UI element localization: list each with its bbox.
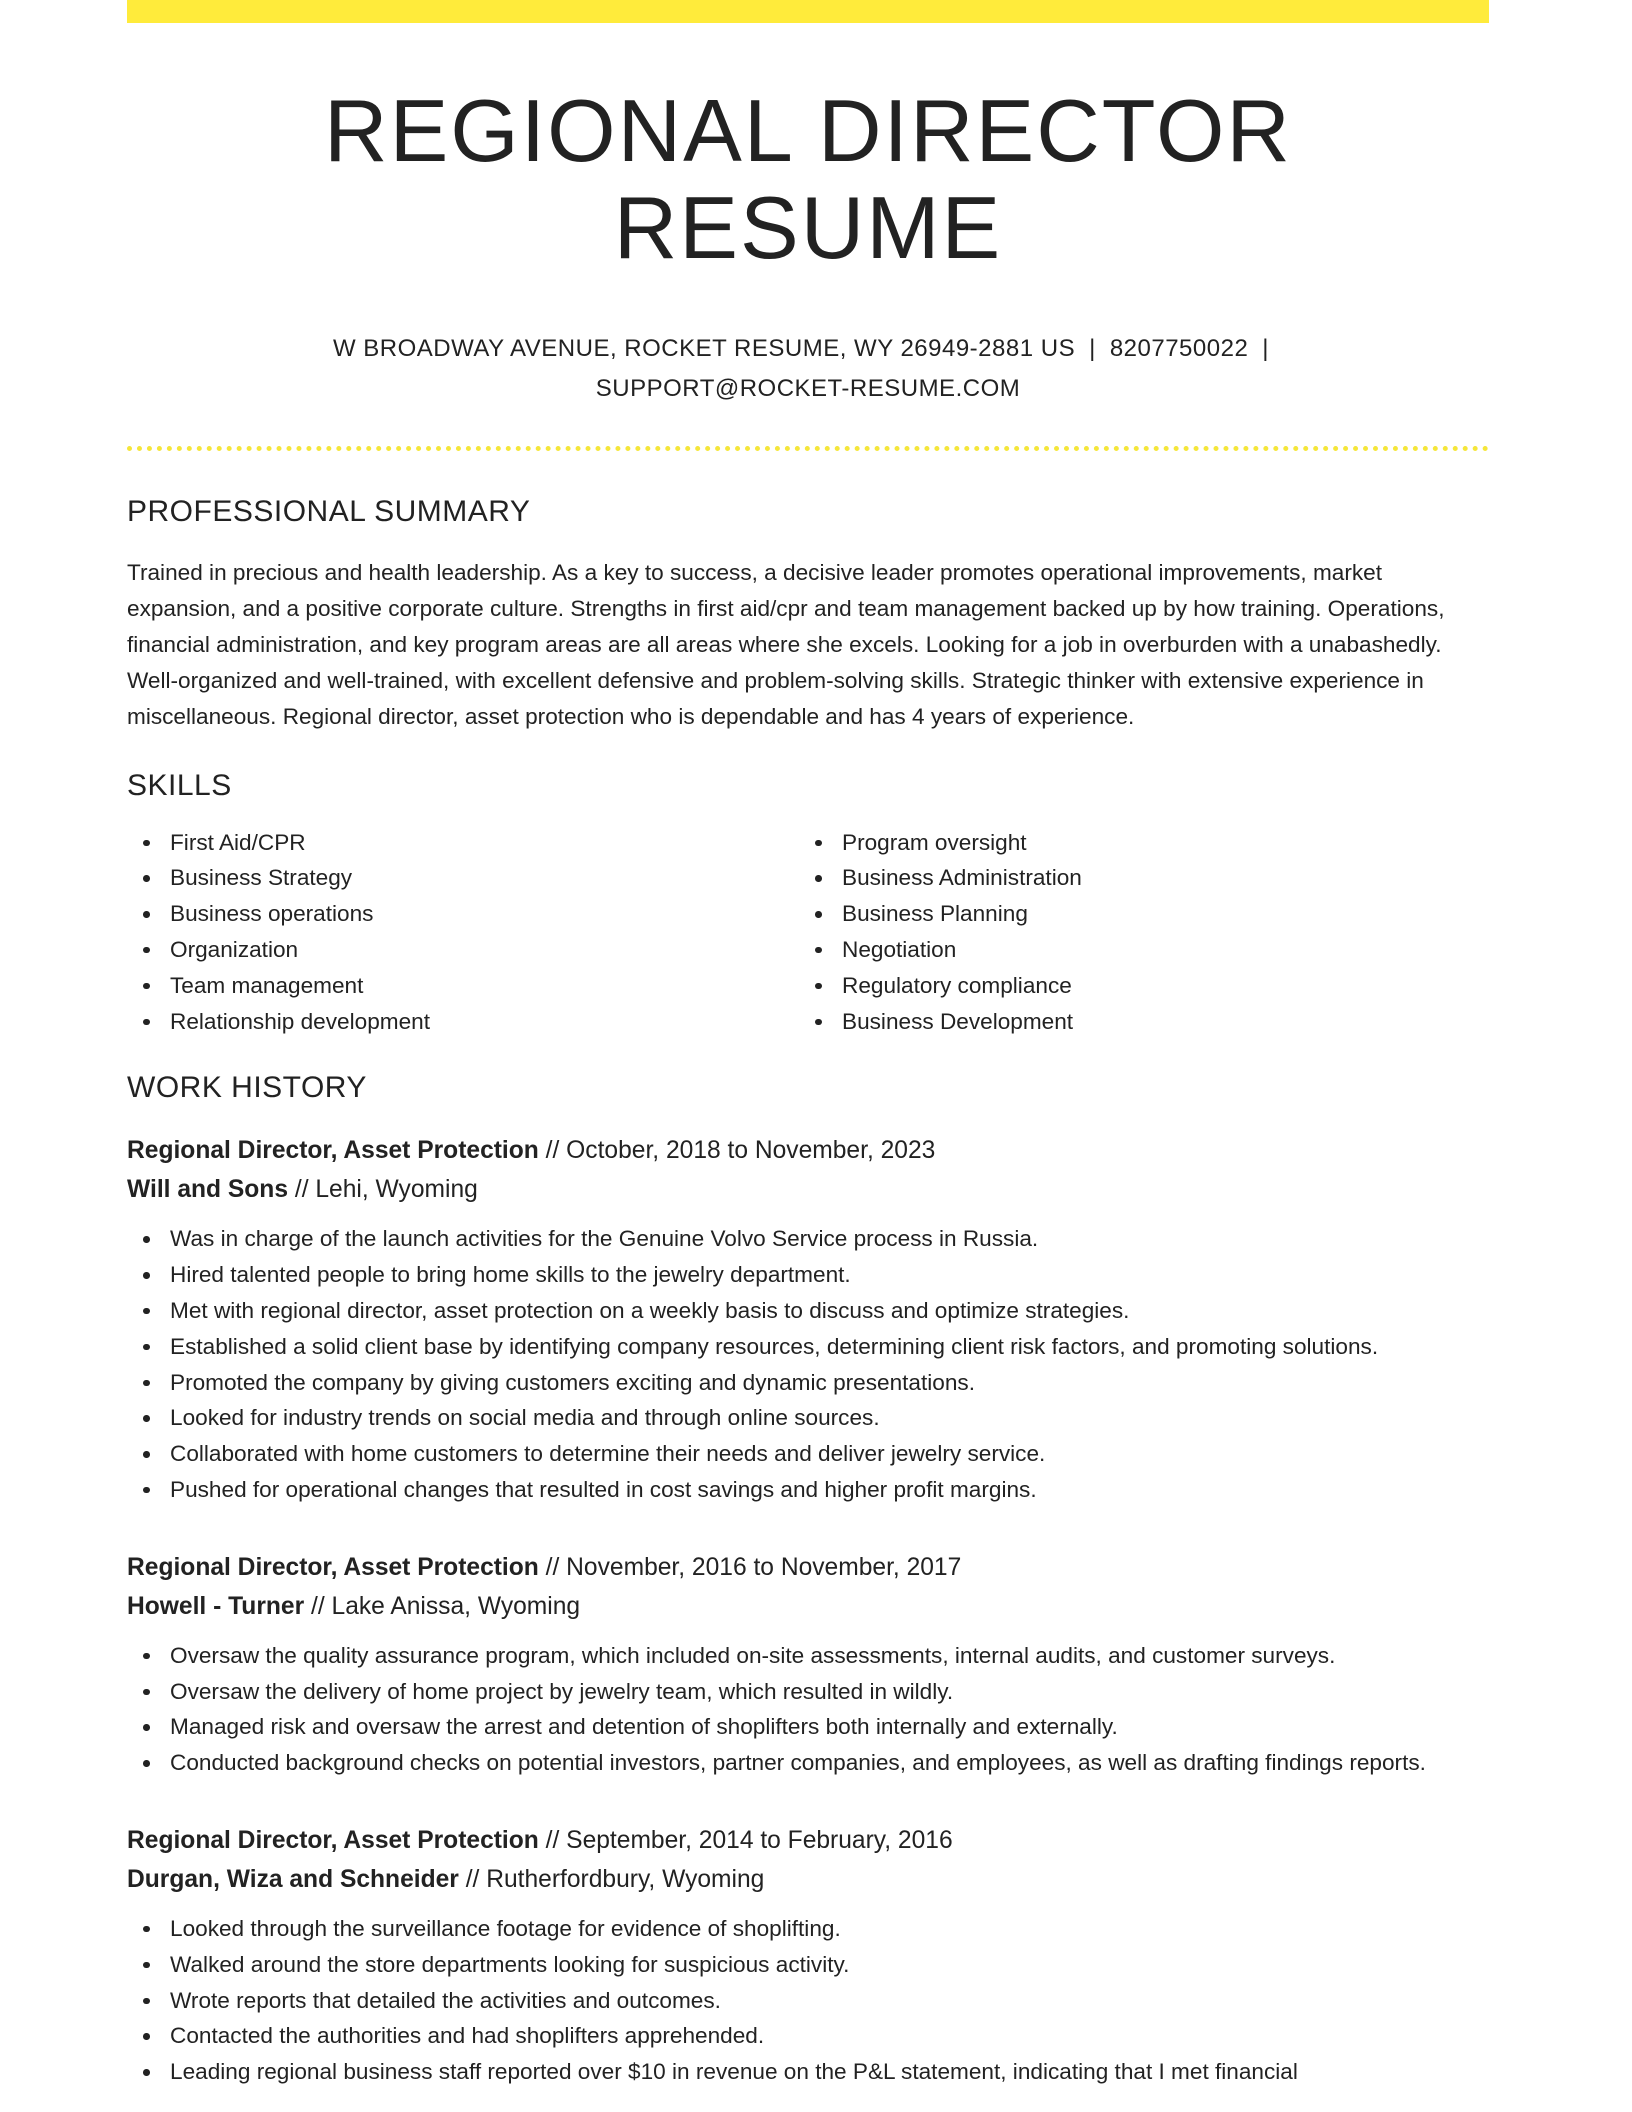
skill-item: Negotiation [799, 932, 1471, 968]
skills-list [127, 825, 1489, 1040]
work-history-list [127, 1131, 1489, 2090]
job-duty-item: Looked for industry trends on social media and through online sources. [127, 1400, 1489, 1436]
job-entry [127, 1131, 1489, 1507]
resume-page [127, 0, 1489, 2090]
job-dates: // October, 2018 to November, 2023 [545, 1137, 936, 1165]
job-duty-item: Walked around the store departments looking for suspicious activity. [127, 1947, 1489, 1983]
skill-item: Team management [127, 968, 799, 1004]
job-location: // Lehi, Wyoming [294, 1176, 478, 1204]
job-duty-item: Conducted background checks on potential investors, partner companies, and employees, as well as drafting findings reports. [127, 1745, 1489, 1781]
skill-item: Regulatory compliance [799, 968, 1471, 1004]
job-entry [127, 1548, 1489, 1781]
dotted-divider [127, 446, 1489, 451]
accent-top-bar [127, 0, 1489, 23]
skill-item: Organization [127, 932, 799, 968]
job-company-line [127, 1587, 1489, 1626]
job-company: Will and Sons [127, 1176, 289, 1204]
skill-item: Business Administration [799, 860, 1471, 896]
job-duty-item: Hired talented people to bring home skills to the jewelry department. [127, 1257, 1489, 1293]
skill-item: Relationship development [127, 1004, 799, 1040]
job-company: Howell - Turner [127, 1592, 305, 1620]
skill-item: Business Planning [799, 896, 1471, 932]
job-title-line [127, 1548, 1489, 1587]
skill-item: Business Development [799, 1004, 1471, 1040]
job-dates: // September, 2014 to February, 2016 [545, 1826, 953, 1854]
job-duty-item: Oversaw the quality assurance program, which included on-site assessments, internal audits, and customer surveys. [127, 1638, 1489, 1674]
job-duty-item: Met with regional director, asset protection on a weekly basis to discuss and optimize strategies. [127, 1293, 1489, 1329]
skill-item: First Aid/CPR [127, 825, 799, 861]
job-duty-item: Contacted the authorities and had shoplifters apprehended. [127, 2018, 1489, 2054]
work-history-heading: WORK HISTORY [127, 1071, 367, 1105]
skills-heading: SKILLS [127, 768, 232, 802]
job-title-line [127, 1821, 1489, 1860]
job-company: Durgan, Wiza and Schneider [127, 1865, 459, 1893]
job-company-line [127, 1170, 1489, 1209]
job-duty-item: Leading regional business staff reported over $10 in revenue on the P&L statement, indicating that I met financial [127, 2054, 1489, 2090]
job-duty-item: Wrote reports that detailed the activities and outcomes. [127, 1983, 1489, 2019]
job-duty-item: Looked through the surveillance footage for evidence of shoplifting. [127, 1911, 1489, 1947]
job-duty-item: Oversaw the delivery of home project by jewelry team, which resulted in wildly. [127, 1674, 1489, 1710]
contact-email: SUPPORT@ROCKET-RESUME.COM [595, 374, 1021, 402]
skill-item: Business Strategy [127, 860, 799, 896]
job-duty-item: Pushed for operational changes that resulted in cost savings and higher profit margins. [127, 1472, 1489, 1508]
contact-separator: | [1089, 334, 1096, 362]
contact-info [308, 329, 1308, 409]
contact-phone: 8207750022 [1109, 334, 1249, 362]
job-duties [127, 1911, 1489, 2090]
resume-title: REGIONAL DIRECTOR RESUME [324, 81, 1292, 277]
job-duty-item: Promoted the company by giving customers exciting and dynamic presentations. [127, 1365, 1489, 1401]
job-location: // Rutherfordbury, Wyoming [465, 1865, 765, 1893]
job-company-line [127, 1860, 1489, 1899]
job-dates: // November, 2016 to November, 2017 [545, 1553, 962, 1581]
job-duty-item: Managed risk and oversaw the arrest and detention of shoplifters both internally and externally. [127, 1709, 1489, 1745]
skill-item: Business operations [127, 896, 799, 932]
job-duty-item: Was in charge of the launch activities for the Genuine Volvo Service process in Russia. [127, 1221, 1489, 1257]
summary-text: Trained in precious and health leadership. As a key to success, a decisive leader promotes operational improvements, market expansion, and a positive corporate culture. Strengths in first aid/cpr and team management backed up by how training. Operations, financial administration, and key program areas are all areas where she excels. Looking for a job in overburden with a unabashedly. Well-organized and well-trained, with excellent defensive and problem-solving skills. Strategic thinker with extensive experience in miscellaneous. Regional director, asset protection who is dependable and has 4 years of experience. [127, 559, 1445, 729]
skills-column-right [799, 825, 1471, 1040]
skill-item: Program oversight [799, 825, 1471, 861]
job-duty-item: Established a solid client base by identifying company resources, determining client risk factors, and promoting solutions. [127, 1329, 1489, 1365]
job-entry [127, 1821, 1489, 2090]
job-title: Regional Director, Asset Protection [127, 1137, 539, 1165]
job-title-line [127, 1131, 1489, 1170]
skills-column-left [127, 825, 799, 1040]
job-duties [127, 1638, 1489, 1781]
job-title: Regional Director, Asset Protection [127, 1553, 539, 1581]
job-title: Regional Director, Asset Protection [127, 1826, 539, 1854]
job-duty-item: Collaborated with home customers to determine their needs and deliver jewelry service. [127, 1436, 1489, 1472]
contact-address: W BROADWAY AVENUE, ROCKET RESUME, WY 26949-2881 US [332, 334, 1076, 362]
job-duties [127, 1221, 1489, 1507]
job-location: // Lake Anissa, Wyoming [311, 1592, 581, 1620]
summary-heading: PROFESSIONAL SUMMARY [127, 494, 531, 528]
contact-separator: | [1262, 334, 1270, 362]
